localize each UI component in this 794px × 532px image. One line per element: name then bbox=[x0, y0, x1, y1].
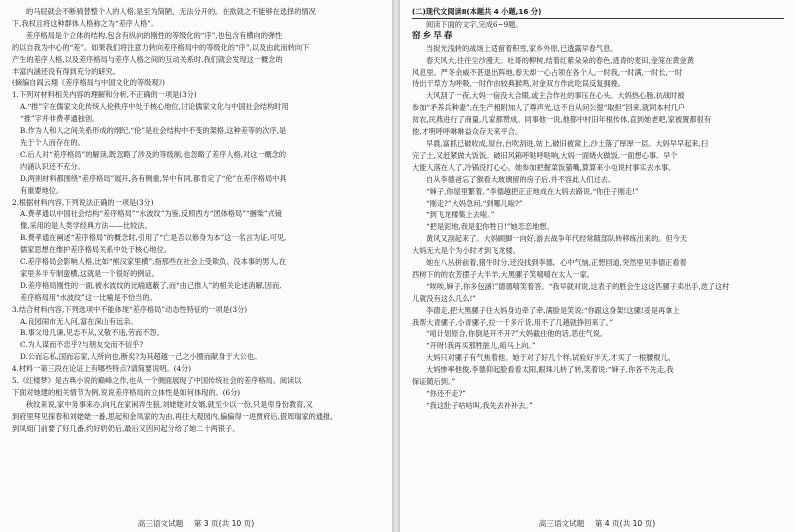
page3-footer-page: 第 3 页(共 10 页) bbox=[193, 519, 255, 528]
text-line: “唉唉,婶子,你多包涵!”德德嘻笑着答。“我早就对说,这表子的胜会生这这匹骡子卖出手,迭了这村 bbox=[426, 281, 730, 291]
text-line: 他,才明呼呼咻咻益众存天来平合。 bbox=[412, 127, 523, 137]
text-line: B.作为人和人之间关系形成的纲纪,“伦”是社会结构中不变的架格,这种差等的次序,是 bbox=[20, 126, 287, 136]
text-line: A.“推”字在儒家文化传统人伦秩序中处于核心地位,讨论儒家文化与中国社会结构时用 bbox=[20, 102, 289, 112]
text-line: “我这肚子咕咕叫,我先去补补去。” bbox=[426, 400, 533, 410]
text-line: 儿就没有这么几么!” bbox=[412, 293, 477, 303]
text-line: 大妈无大是个为小时才到飞龙楼。 bbox=[412, 246, 520, 256]
text-line: 产生的差序人格,以及差序格局与差序人格之间的互动关系时,我们就会发现这一概念的 bbox=[12, 54, 283, 64]
page3-footer bbox=[0, 518, 392, 529]
text-line: “婶子,你屋里繁着。”李德越把正正地成在大妈去路说,“你往子刚走!” bbox=[426, 186, 639, 196]
text-line: 大妈只对骡子有气焦着他。她于对了好几个样,试验好半天,才买了一根腰棍儿。 bbox=[426, 353, 675, 363]
page4-footer-label: 高三语文试题 bbox=[538, 519, 585, 528]
text-line: 她在八丛拼前着,猪牛时分,还没找到李德。心中气恼,正想回道,突然里见李德正看着 bbox=[426, 258, 687, 268]
text-line: “开呀!我再买那牲脏儿,咱马上向。” bbox=[426, 341, 536, 351]
text-line: 到府里拜见探春和刘姥姥一番,思起和金凤家的为由,再往大观园内,偏偏得一进贾府后,借周瑞家的通报, bbox=[12, 411, 333, 421]
text-line: 当捉光浅转的战场上适留着积雪,家乡外原,已透露早春气息。 bbox=[426, 43, 618, 53]
text-line: 儒家思想在维护差序格局关系中处于核心地位。 bbox=[20, 245, 171, 255]
text-line: 早晨,富抓已破收成,屋台,台吹刮进,姑上,破旧被窝上,沙土落了厚厚一层。大妈早早起来,扫 bbox=[426, 138, 708, 148]
text-line: 4.材料一第三段在论证上有哪些特点?请简要说明。(4分) bbox=[12, 364, 192, 374]
text-line: C.差序格局会影响人格,比如“熊汉家里横”,指那些在社会上受欺负、没本事的男人,在 bbox=[20, 257, 287, 267]
text-line: 2.根据材料内容,下列说法正确的一项是(3分) bbox=[12, 197, 154, 207]
text-line: 西树下的的农芳摆子大半羊,大黑骡子笑嘻嘻在太人一家。 bbox=[412, 269, 594, 279]
text-line: C.后人对“差序格局”的解读,既忽略了涉及的等级制,也忽略了差序人格,对这一概念的 bbox=[20, 149, 287, 159]
text-line: A.良园闹市无人问,富在深山有远亲。 bbox=[20, 316, 138, 326]
text-line: 3.结合材料内容,下列选项中不能体现“差序格局”动态性特征的一项是(3分) bbox=[12, 304, 248, 314]
text-line: D.两则材料都围绕“差序格局”展开,各有侧重,异中有同,都肯定了“伦”在差序格局中具 bbox=[20, 173, 287, 183]
text-line: 春天风大,往往尘沙漫天。吐哥的柳树,结着红紫朵朵的春色,逃青的麦田,金笼在黄金黄 bbox=[426, 55, 694, 65]
text-line: 差序格局用“水波纹”这一比喻是不恰当的。 bbox=[20, 292, 157, 302]
text-line: B.事父母几谏,见志不从,又敬不违,劳而不怨。 bbox=[20, 328, 164, 338]
text-line: 黄风又刮起来了。大妈顾脚一向好,游去战争年代经常随部队转移练出来的。但今天 bbox=[426, 234, 688, 244]
passage-body bbox=[412, 43, 784, 412]
page3-text-block bbox=[12, 6, 382, 435]
text-line: 5.《红楼梦》是古典小说的巅峰之作,也从一个侧面展现了中国传统社会的差序格局。阅读以 bbox=[12, 376, 302, 386]
text-line: 丰富内涵还没有得到充分的研究。 bbox=[12, 66, 120, 76]
text-line: “刚走?”大妈急问,“到哪儿啦?” bbox=[426, 198, 523, 208]
text-line: 参加“矛养兵种妻”,在生产相附加人了尊声光,这不自从问公提“取担”回来,就同本村几户 bbox=[412, 103, 686, 113]
text-line: 完了土,又赶紧做大饭饭。破旧风箱呼哒呼哒响,大妈一面烧火做饭,一面想心事。早个 bbox=[412, 150, 678, 160]
text-line: 我帮大青骡子,小青骡子,拉一千多斤货,用不了几趟就挣回来了。” bbox=[412, 317, 613, 327]
text-line: “咱计划原合,你倒是开不开?”大妈截住他的话,恶住气说。 bbox=[426, 329, 608, 339]
text-line: 家里多半专制蛮横,这就是一个很好的例证。 bbox=[20, 268, 159, 278]
text-line: 大风刮了一夜,大妈一宿没大合眼,或主合作社的事压在心头。大妈热心肠,抗战时被 bbox=[426, 91, 685, 101]
section-heading: (二)现代文阅读Ⅱ(本题共 4 小题,16 分) bbox=[412, 7, 542, 16]
exam-page-3 bbox=[0, 0, 392, 532]
text-line: “到飞龙楼集上去啦。” bbox=[426, 210, 495, 220]
text-line: “你还不走?” bbox=[426, 389, 466, 398]
text-line: 风息里。严冬余威不甚退出阵地,春天却一心占领在各个人,一时我,一时满,一时长,一时 bbox=[412, 67, 683, 77]
reading-instruction: 阅读下面的文字,完成6~9题。 bbox=[426, 19, 523, 29]
text-line: 的以自我为中心的“差”。如果我们将注意力转向差序格局中的等级化的“序”,以及由此而转向下 bbox=[12, 42, 310, 52]
text-line: 大能人落在人了,冷锅没打心心。她参加把握菜饭猫嘴,算算来小屯说村事实去水事。 bbox=[412, 162, 676, 172]
text-line: 先于个人而存在的。 bbox=[20, 137, 85, 147]
text-line: 待出干草方为呼吸,一时作由较典猴鸣,对金双方作此吃误反复拥挽。 bbox=[412, 79, 626, 89]
text-line: 差序格局是个立体的结构,包含有纵向的刚性的等级化的“序”,也包含有横向的弹性 bbox=[26, 30, 283, 40]
text-line: 秋纹来说,家中务事来办,向凡在家闲弄生狼,刘姥姥对女婿,就至少以一份,只是卑身份教育,又 bbox=[26, 399, 313, 409]
text-line: 贫农,民燕进行了商量,几家都赞成。同事他一说,他都中村旧年根传体,直到她老吧,家被置都很有 bbox=[412, 115, 711, 125]
text-line: 像,采用的是人类学经典方法——比较法。 bbox=[20, 221, 152, 231]
exam-page-4 bbox=[400, 0, 794, 532]
text-line: (摘编自阎云翔《差序格局与中国文化的等级观》) bbox=[12, 78, 165, 88]
text-line: “把是泥地,我是犯你牲日!”她恋恋地想。 bbox=[426, 222, 554, 232]
text-line: B.费孝通在阐述“差序格局”的概念时,引用了“亡是否以修身为本”这一名言为证,可见, bbox=[20, 233, 287, 243]
text-line: 有重要地位。 bbox=[20, 185, 64, 195]
text-line: 的马屁就会不断骑替整个人的人格,是至为简陋、无法分开的。在欲就之不能够在选择的情况 bbox=[26, 7, 316, 16]
text-line: 内涵认识还不充分。 bbox=[20, 161, 85, 171]
page3-footer-label: 高三语文试题 bbox=[137, 519, 184, 528]
text-line: 大妈惨率他俊,李德仰起脸看着太阳,眼珠儿转了转,笑着说:“婶子,你各不先走,我 bbox=[426, 365, 674, 375]
text-line: D.公而忘私,国而忘家,人所向也,断矣?为其超越一己之小圈而献身于大公也。 bbox=[20, 352, 262, 362]
passage-title: 窑乡早春 bbox=[412, 30, 455, 41]
text-line: 李德走,把大黑骡子往大妈身边牵了牵,满脸是笑说:“你跟这身架!这骡!妥是再拿上 bbox=[426, 305, 680, 315]
text-line: A.费孝通以中国社会结构“差序格局”“水波纹”为鉴,反照西方“团体格局”“捆柴”式镜 bbox=[20, 209, 282, 219]
book-gutter bbox=[392, 0, 400, 532]
text-line: C.为人谋而不忠乎?与朋友交而不信乎? bbox=[20, 340, 144, 350]
text-line: 1.下列对材料相关内容的理解和分析,不正确的一项是(3分) bbox=[12, 90, 197, 100]
text-line: 保证随后到。” bbox=[412, 377, 456, 387]
text-line: “推”字并非费孝通独创。 bbox=[20, 114, 100, 124]
text-line: 下,我权且将这种群体人格称之为“差序人格”。 bbox=[12, 18, 159, 28]
text-line: D.差序格局刚性的一面,被水波纹的比喻遮蔽了,而“由己推人”的相关论述消解,因而, bbox=[20, 280, 282, 290]
page4-footer-page: 第 4 页(共 10 页) bbox=[594, 519, 656, 528]
page4-text-block bbox=[412, 6, 784, 412]
text-line: 下面对她建的相关情节为例,说说差序格局的立体性是如何体现的。(6分) bbox=[12, 388, 241, 397]
text-line: 自从李德爸忘了猴看大玻璃留的房子后,并不容此人们过去。 bbox=[426, 174, 616, 184]
text-line: 到凤姐门前要了好几番,约好奶奶后,最后又因问起分给了她二十两银子。 bbox=[12, 423, 240, 433]
page4-footer bbox=[400, 518, 794, 529]
